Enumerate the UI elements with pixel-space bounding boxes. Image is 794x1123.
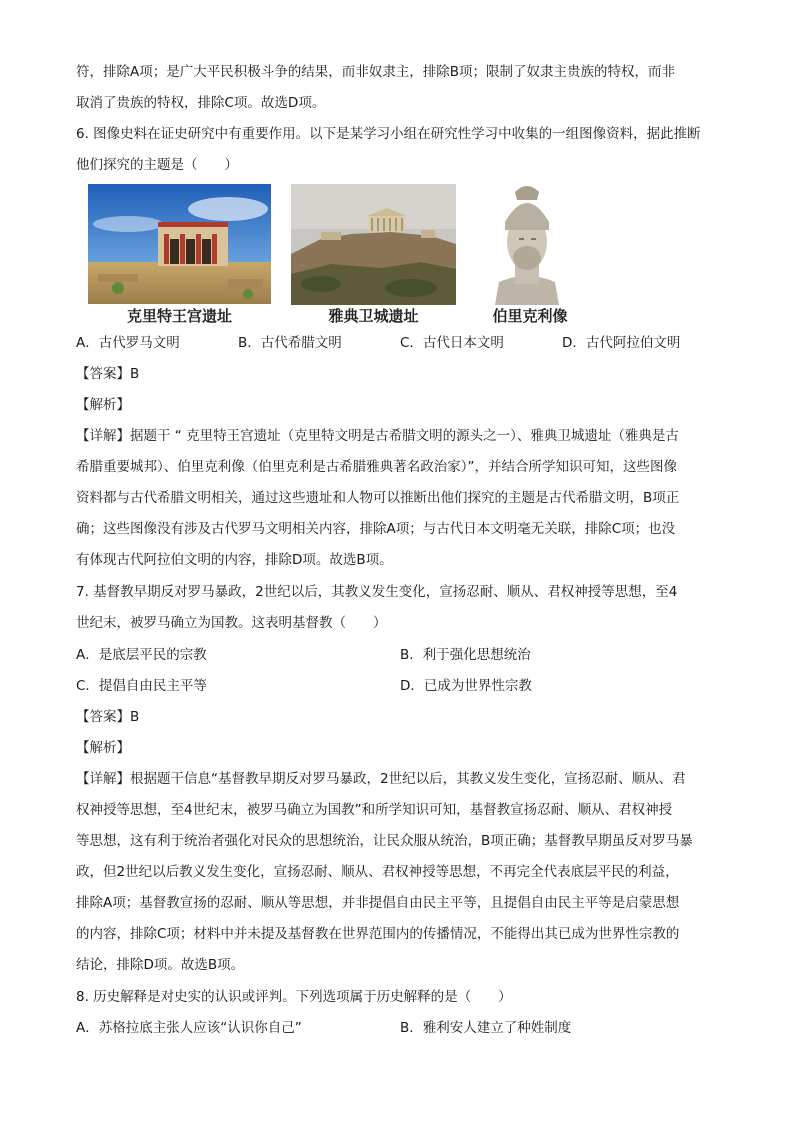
option-c: C．古代日本文明	[400, 335, 504, 351]
detail-line: 结论，排除D项。故选B项。	[76, 957, 245, 973]
detail-line: 政，但2世纪以后教义发生变化，宣扬忍耐、顺从、君权神授等思想，不再完全代表底层平民的利益，	[76, 864, 679, 880]
option-b: B．利于强化思想统治	[400, 647, 531, 663]
image-caption: 雅典卫城遗址	[328, 307, 419, 325]
detail-line: 希腊重要城邦）、伯里克利像（伯里克利是古希腊雅典著名政治家）”，并结合所学知识可知，这些图像	[76, 459, 677, 475]
image-caption: 克里特王宫遗址	[126, 307, 232, 325]
option-a: A．苏格拉底主张人应该“认识你自己”	[76, 1020, 302, 1036]
option-d: D．古代阿拉伯文明	[562, 335, 681, 351]
text-line: 符，排除A项；是广大平民积极斗争的结果，而非奴隶主，排除B项；限制了奴隶主贵族的特权，而非	[76, 64, 675, 80]
image-caption: 伯里克利像	[492, 307, 568, 325]
detail-line: 有体现古代阿拉伯文明的内容，排除D项。故选B项。	[76, 552, 393, 568]
question-7-stem: 世纪末，被罗马确立为国教。这表明基督教（ ）	[76, 615, 387, 631]
option-b: B．雅利安人建立了种姓制度	[400, 1020, 572, 1036]
athens-acropolis-image	[291, 184, 456, 305]
detail-line: 等思想，这有利于统治者强化对民众的思想统治，让民众服从统治，B项正确；基督教早期虽反对罗马暴	[76, 833, 693, 849]
option-c: C．提倡自由民主平等	[76, 678, 207, 694]
text-line: 取消了贵族的特权，排除C项。故选D项。	[76, 95, 326, 111]
analysis-label: 【解析】	[76, 740, 130, 756]
pericles-bust-image	[485, 182, 569, 305]
detail-line: 确；这些图像没有涉及古代罗马文明相关内容，排除A项；与古代日本文明毫无关联，排除C项；也没	[76, 521, 676, 537]
answer-label: 【答案】B	[76, 366, 140, 382]
question-6-stem: 6. 图像史料在证史研究中有重要作用。以下是某学习小组在研究性学习中收集的一组图像资料，据此推断	[76, 126, 701, 142]
option-a: A．是底层平民的宗教	[76, 647, 207, 663]
knossos-palace-image	[88, 184, 271, 304]
option-d: D．已成为世界性宗教	[400, 678, 532, 694]
analysis-label: 【解析】	[76, 397, 130, 413]
option-b: B．古代希腊文明	[238, 335, 342, 351]
detail-line: 排除A项；基督教宣扬的忍耐、顺从等思想，并非提倡自由民主平等，且提倡自由民主平等是启蒙思想	[76, 895, 680, 911]
detail-line: 权神授等思想，至4世纪末，被罗马确立为国教”和所学知识可知，基督教宣扬忍耐、顺从、君权神授	[76, 802, 673, 818]
detail-line: 【详解】据题干 “ 克里特王宫遗址（克里特文明是古希腊文明的源头之一）、雅典卫城遗址（雅典是古	[76, 428, 679, 444]
option-a: A．古代罗马文明	[76, 335, 180, 351]
answer-label: 【答案】B	[76, 709, 140, 725]
question-7-stem: 7. 基督教早期反对罗马暴政，2世纪以后，其教义发生变化，宣扬忍耐、顺从、君权神授等思想，至4	[76, 584, 678, 600]
detail-line: 资料都与古代希腊文明相关，通过这些遗址和人物可以推断出他们探究的主题是古代希腊文明，B项正	[76, 490, 680, 506]
detail-line: 的内容，排除C项；材料中并未提及基督教在世界范围内的传播情况，不能得出其已成为世界性宗教的	[76, 926, 680, 942]
detail-line: 【详解】根据题干信息“基督教早期反对罗马暴政，2世纪以后，其教义发生变化，宣扬忍耐、顺从、君	[76, 771, 686, 787]
question-8-stem: 8. 历史解释是对史实的认识或评判。下列选项属于历史解释的是（ ）	[76, 989, 512, 1005]
question-6-stem: 他们探究的主题是（ ）	[76, 157, 238, 173]
